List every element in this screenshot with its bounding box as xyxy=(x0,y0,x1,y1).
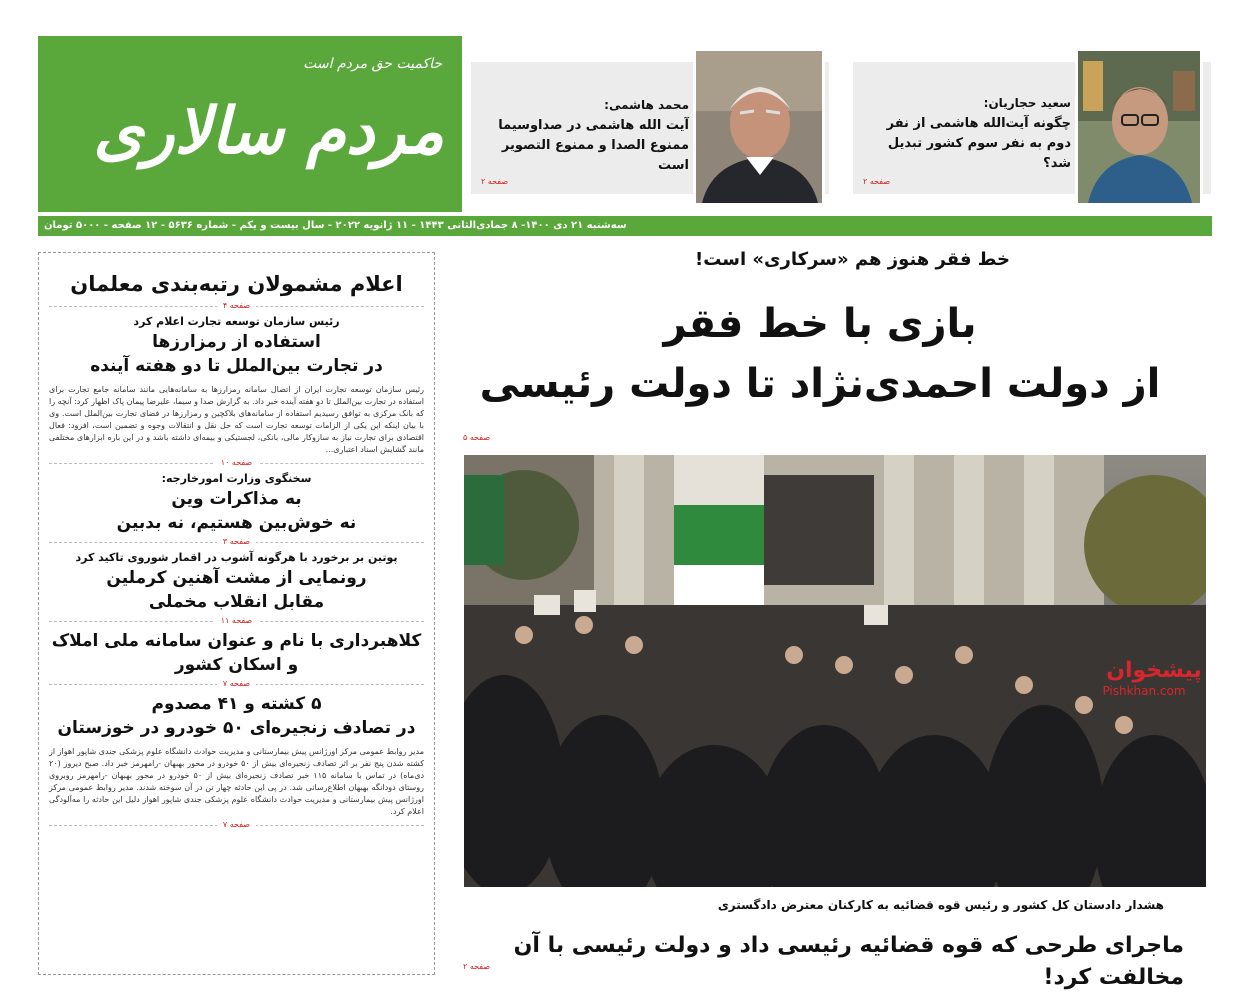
page-reference: صفحه ۲ xyxy=(863,177,891,186)
left-news-column xyxy=(38,252,435,975)
main-kicker: خط فقر هنوز هم «سرکاری» است! xyxy=(695,249,1010,270)
portrait-photo xyxy=(693,48,825,206)
teaser-hashemi[interactable] xyxy=(471,62,829,194)
headline-fraud-housing[interactable]: کلاهبرداری با نام و عنوان سامانه ملی املاک و اسکان کشور xyxy=(51,631,422,675)
headline-crypto-trade[interactable]: استفاده از رمزارزها در تجارت بین‌الملل تا دو هفته آینده xyxy=(90,332,383,376)
photo-caption: هشدار دادستان کل کشور و رئیس قوه قضائیه به کارکنان معترض دادگستری xyxy=(717,898,1164,912)
page-reference: صفحه ۳ xyxy=(49,537,424,546)
story-kicker: پوتین بر برخورد با هرگونه آشوب در اقمار شوروی تاکید کرد xyxy=(75,551,398,564)
issue-dateline: سه‌شنبه ۲۱ دی ۱۴۰۰- ۸ جمادی‌الثانی ۱۴۴۳ - ۱۱ ژانویه ۲۰۲۲ - سال بیست و یکم - شماره ۵۶۳۶ - ۱۲ صفحه - ۵۰۰۰ تومان xyxy=(38,216,1212,236)
portrait-photo xyxy=(1075,48,1203,206)
bottom-headline[interactable]: ماجرای طرحی که قوه قضائیه رئیسی داد و دولت رئیسی با آن مخالفت کرد! xyxy=(513,933,1184,990)
watermark-logo: پیشخوان xyxy=(1106,658,1202,683)
watermark-url: Pishkhan.com xyxy=(1102,684,1186,698)
teaser-text: چگونه آیت‌الله هاشمی از نفر دوم به نفر سوم کشور تبدیل شد؟ xyxy=(886,116,1071,171)
page-reference: صفحه ۷ xyxy=(49,820,424,829)
headline-vienna-talks[interactable]: به مذاکرات وین نه خوش‌بین هستیم، نه بدبین xyxy=(116,489,357,533)
headline-teacher-ranking[interactable]: اعلام مشمولان رتبه‌بندی معلمان xyxy=(70,272,403,296)
page-reference: صفحه ۱۱ xyxy=(49,616,424,625)
story-body: رئیس سازمان توسعه تجارت ایران از اتصال سامانه رمزارزها به سامانه‌هایی مانند سامانه جامع تجارت برای استفاده در تجارت بین‌الملل تا دو هفته آینده خبر داد. به گزارش صدا و سیما، علیرضا پیمان پاک اظهار کرد: آنچه را که بانک مرکزی به توافق رسیدیم استفاده از سامانه‌های بلاکچین و رمزارزها در فضای تجارت بین‌الملل است. وی با بیان اینکه این یکی از الزامات توسعه تجارت است که حل نقل و انتقالات وجوه و تضمین است، افزود: فعال اقتصادی برای تجارت نیاز به سازوکار مالی، بانکی، لجستیکی و بیمه‌ای داشته باشد و در این باره ابزارهای مختلفی مانند گشایش اسناد اعتباری... xyxy=(49,385,424,454)
teaser-text: آیت الله هاشمی در صداوسیما ممنوع الصدا و ممنوع التصویر است xyxy=(498,118,689,173)
teaser-hajjarian[interactable] xyxy=(853,62,1211,194)
masthead-logo: مردم سالاری xyxy=(93,94,444,169)
page-reference: صفحه ۲ xyxy=(463,962,491,971)
page-reference: صفحه ۱۰ xyxy=(49,458,424,467)
story-kicker: رئیس سازمان توسعه تجارت اعلام کرد xyxy=(133,315,340,328)
page-reference: صفحه ۷ xyxy=(49,679,424,688)
protest-photo xyxy=(464,455,1206,887)
teaser-person: محمد هاشمی: xyxy=(604,98,689,112)
headline-khuzestan-crash[interactable]: ۵ کشته و ۴۱ مصدوم در تصادف زنجیره‌ای ۵۰ خودرو در خوزستان xyxy=(57,694,416,738)
main-headline[interactable]: بازی با خط فقر از دولت احمدی‌نژاد تا دولت رئیسی xyxy=(479,301,1161,407)
masthead xyxy=(38,36,462,212)
teaser-person: سعید حجاریان: xyxy=(983,96,1071,110)
page-reference: صفحه ۵ xyxy=(463,433,491,442)
page-reference: صفحه ۲ xyxy=(481,177,509,186)
page-reference: صفحه ۴ xyxy=(49,301,424,310)
story-body: مدیر روابط عمومی مرکز اورژانس پیش بیمارستانی و مدیریت حوادث دانشگاه علوم پزشکی جندی شاپور اهواز از کشته شدن پنج نفر بر اثر تصادف زنجیره‌ای بیش از ۵۰ خودرو در محور بهبهان -رامهرمز خبر داد. صبح دیروز (۲۰ دی‌ماه) در تماس با سامانه ۱۱۵ خبر تصادف زنجیره‌ای بیش از ۵۰ خودرو در محور بهبهان -رامهرمز روبروی روستای دودانگه بهبهان اطلاع‌رسانی شد. در پی این حادثه چهار تن در آن سوخته شدند. مدیر روابط عمومی مرکز اورژانس پیش بیمارستانی و مدیریت حوادث دانشگاه علوم پزشکی جندی شاپور اهواز دلیل این حادثه را مه‌آلودگی اعلام کرد. xyxy=(49,747,425,816)
headline-kremlin[interactable]: رونمایی از مشت آهنین کرملین مقابل انقلاب مخملی xyxy=(106,568,367,612)
masthead-tagline: حاکمیت حق مردم است xyxy=(303,56,442,72)
story-kicker: سخنگوی وزارت امورخارجه: xyxy=(161,472,312,485)
